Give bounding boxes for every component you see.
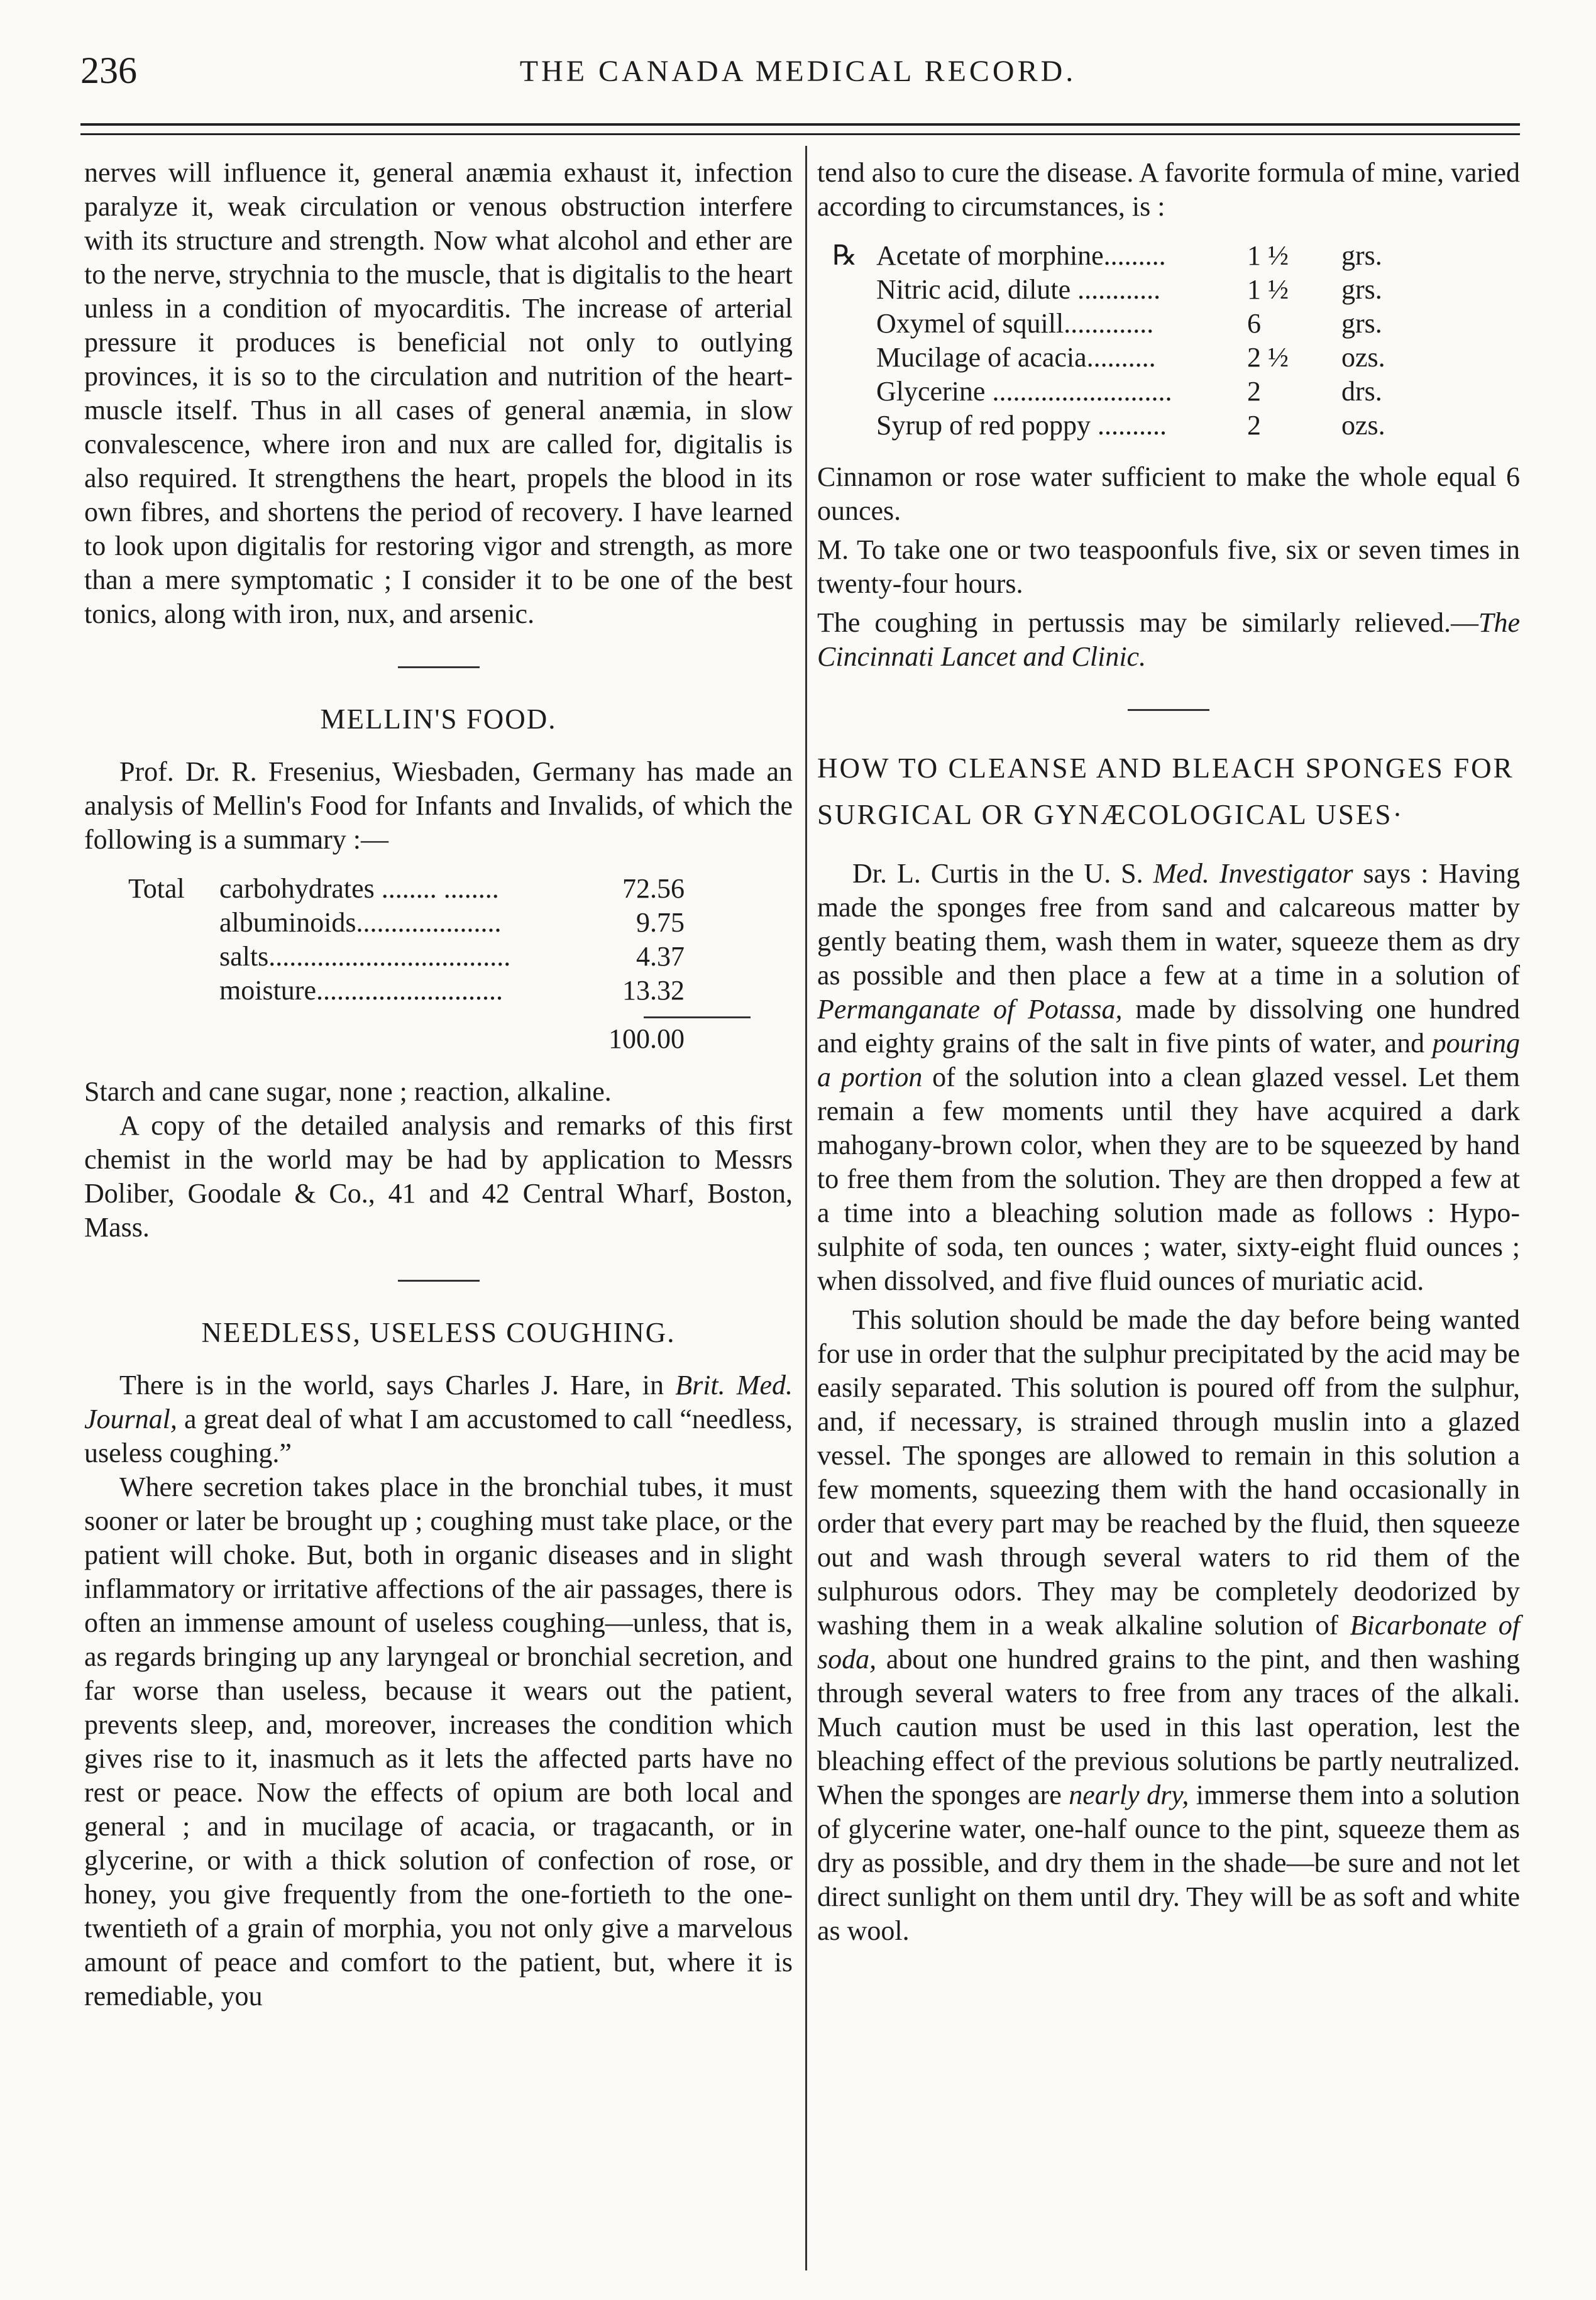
article-title: NEEDLESS, USELESS COUGHING. [201,1317,676,1348]
analysis-item: salts................................... [219,941,511,972]
article-paragraph: Cinnamon or rose water sufficient to make the whole equal 6 ounces. [817,461,1520,526]
unit: ozs. [1341,410,1385,441]
unit: ozs. [1341,342,1385,373]
left-column [84,156,793,2013]
running-title: THE CANADA MEDICAL RECORD. [519,55,1077,88]
analysis-total-row [128,1022,793,1056]
prescription-line [876,375,1520,409]
ingredient: Nitric acid, dilute ............ [876,274,1161,305]
article-paragraph: This solution should be made the day before being wanted for use in order that the sulphur precipitated by the acid may be easily separated. This solution is poured off from the sulphur, and, if necessary, is strained through muslin into a glazed vessel. The sponges are allowed to remain in this solution a few moments, squeezing them with the hand occasionally in order that every part may be reached by the fluid, then squeeze out and wash through several waters to rid them of the sulphurous odors. They may be completely deodorized by washing them in a weak alkaline solution of Bicarbonate of soda, about one hundred grains to the pint, and then washing through several waters to free from any traces of the alkali. Much caution must be used in this last operation, lest the bleaching effect of the previous solutions be partly neutralized. When the sponges are nearly dry, immerse them into a solution of glycerine water, one-half ounce to the pint, squeeze them as dry as possible, and dry them in the shade—be sure and not let direct sunlight on them until dry. They will be as soft and white as wool. [817,1304,1520,1946]
analysis-value: 72.56 [622,873,685,904]
amount: 2 [1247,376,1261,407]
analysis-table [128,872,793,1056]
amount: 1 ½ [1247,274,1289,305]
amount: 2 [1247,410,1261,441]
amount: 6 [1247,308,1261,339]
ingredient: Syrup of red poppy .......... [876,410,1167,441]
unit: grs. [1341,308,1382,339]
right-column [817,156,1520,1948]
ingredient: Glycerine .......................... [876,376,1172,407]
total-rule [644,1016,751,1018]
analysis-value: 4.37 [636,941,685,972]
sponges-article [817,745,1520,1948]
unit: grs. [1341,240,1382,271]
recipe-symbol: ℞ [832,240,857,271]
prescription-line [876,239,1520,273]
article-paragraph: Dr. L. Curtis in the U. S. Med. Investigator says : Having made the sponges free from sand and calcareous matter by gently beating them, wash them in water, squeeze them as dry as possible and then place a few at a time in a solution of Permanganate of Potassa, made by dissolving one hundred and eighty grains of the salt in five pints of water, and pouring a portion of the solution into a clean glazed vessel. Let them remain a few moments until they have acquired a dark mahogany-brown color, when they are to be squeezed by hand to free them from the solution. They are then dropped a few at a time into a bleaching solution made as follows : Hypo-sulphite of soda, ten ounces ; water, sixty-eight fluid ounces ; when dissolved, and five fluid ounces of muriatic acid. [817,858,1520,1296]
analysis-total: 100.00 [608,1023,685,1054]
column-divider [805,146,807,2270]
article-paragraph: There is in the world, says Charles J. Hare, in Brit. Med. Journal, a great deal of what I am accustomed to call “needless, useless coughing.” [84,1370,793,1468]
section-separator [398,666,480,668]
ingredient: Mucilage of acacia.......... [876,342,1156,373]
analysis-row [128,872,793,906]
analysis-value: 13.32 [622,975,685,1006]
digitalis-paragraph: nerves will influence it, general anæmia exhaust it, infection paralyze it, weak circulation or venous obstruction interfere with its structure and strength. Now what alcohol and ether are to the nerve, strychnia to the muscle, that is digitalis to the heart unless in a condition of myocarditis. The increase of arterial pressure it produces is beneficial not only to outlying provinces, it is so to the circulation and nutrition of the heart-muscle itself. Thus in all cases of general anæmia, in slow convalescence, where iron and nux are called for, digitalis is also required. It strengthens the heart, propels the blood in its own fibres, and shortens the period of recovery. I have learned to look upon digitalis for restoring vigor and strength, as more than a mere symptomatic ; I consider it to be one of the best tonics, along with iron, nux, and arsenic. [84,157,793,629]
source-citation: Med. Investigator [1153,858,1353,889]
analysis-value: 9.75 [636,907,685,938]
analysis-label [128,906,219,940]
ingredient: Acetate of morphine......... [876,240,1166,271]
article-paragraph: Where secretion takes place in the bronchial tubes, it must sooner or later be brought up ; coughing must take place, or the patient will choke. But, both in organic diseases and in slight inflammatory or irritative affections of the air passages, there is often an immense amount of useless coughing—unless, that is, as regards bringing up any laryngeal or bronchial secretion, and far worse than useless, because it wears out the patient, prevents sleep, and, moreover, increases the condition which gives rise to it, inasmuch as it lets the affected parts have no rest or peace. Now the effects of opium are both local and general ; and in mucilage of acacia, or tragacanth, or in glycerine, or with a thick solution of confection of rose, or honey, you give frequently from the one-fortieth to the one-twentieth of a grain of morphia, you not only give a marvelous amount of peace and comfort to the patient, but, where it is remediable, you [84,1472,793,2011]
analysis-label: Total [128,873,185,904]
page-number: 236 [80,50,137,91]
unit: grs. [1341,274,1382,305]
section-separator [1128,709,1209,711]
article-paragraph: The coughing in pertussis may be similarly relieved.—The Cincinnati Lancet and Clinic. [817,607,1520,672]
header-rule-bottom [80,133,1520,135]
analysis-row [128,974,793,1008]
prescription-line [876,409,1520,443]
amount: 2 ½ [1247,342,1289,373]
unit: drs. [1341,376,1382,407]
analysis-row [128,906,793,940]
article-paragraph: A copy of the detailed analysis and remarks of this first chemist in the world may be had by application to Messrs Doliber, Goodale & Co., 41 and 42 Central Wharf, Boston, Mass. [84,1110,793,1243]
analysis-label [128,940,219,974]
ingredient: Oxymel of squill............. [876,308,1154,339]
source-citation: Brit. Med. Journal, [84,1370,793,1434]
analysis-label [128,974,219,1008]
formula-intro: tend also to cure the disease. A favorite formula of mine, varied according to circumstances, is : [817,157,1520,222]
analysis-item: carbohydrates ........ ........ [219,873,499,904]
prescription-line [876,341,1520,375]
section-separator [398,1280,480,1282]
article-title: MELLIN'S FOOD. [320,703,557,735]
source-citation: The Cincinnati Lancet and Clinic. [817,607,1520,672]
header-rule-top [80,123,1520,126]
article-paragraph: Prof. Dr. R. Fresenius, Wiesbaden, Germany has made an analysis of Mellin's Food for Infants and Invalids, of which the following is a summary :— [84,756,793,855]
analysis-item: moisture........................... [219,975,503,1006]
prescription [832,239,1520,443]
article-paragraph: Starch and cane sugar, none ; reaction, alkaline. [84,1076,612,1107]
analysis-row [128,940,793,974]
mellins-food-article [84,702,793,1245]
article-paragraph: M. To take one or two teaspoonfuls five, six or seven times in twenty-four hours. [817,534,1520,599]
coughing-article [84,1316,793,2013]
prescription-line [876,273,1520,307]
prescription-line [876,307,1520,341]
prescription-lines [876,239,1520,443]
amount: 1 ½ [1247,240,1289,271]
article-title: HOW TO CLEANSE AND BLEACH SPONGES FOR SURGICAL OR GYNÆCOLOGICAL USES· [817,752,1514,830]
analysis-item: albuminoids..................... [219,907,502,938]
